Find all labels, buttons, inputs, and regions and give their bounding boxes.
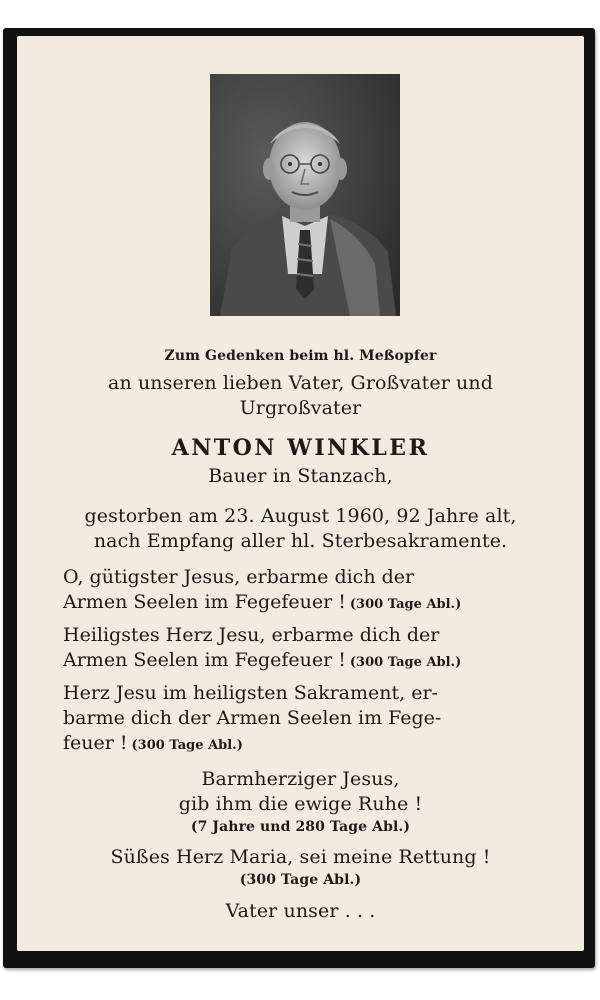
prayer-3-line-1: Herz Jesu im heiligsten Sakrament, er- xyxy=(63,682,438,704)
occupation-text: Bauer in Stanzach, xyxy=(208,465,393,487)
maria-indulgence: (300 Tage Abl.) xyxy=(239,872,362,888)
death-line-2: nach Empfang aller hl. Sterbesakramente. xyxy=(93,530,508,552)
card-body xyxy=(17,36,584,951)
dedication-line-2: Urgroßvater xyxy=(239,397,362,419)
portrait-photo xyxy=(210,74,400,316)
prayer-3-text: feuer ! xyxy=(63,732,128,754)
prayer-1-text: Armen Seelen im Fegefeuer ! xyxy=(63,591,346,613)
prayer-2-text: Armen Seelen im Fegefeuer ! xyxy=(63,649,346,671)
prayer-1-line-1: O, gütigster Jesus, erbarme dich der xyxy=(63,566,415,588)
heading-text: Zum Gedenken beim hl. Meßopfer xyxy=(164,348,437,364)
prayer-2-line-2 xyxy=(63,649,537,671)
deceased-name: ANTON WINKLER xyxy=(171,435,430,461)
prayer-3-line-2: barme dich der Armen Seelen im Fege- xyxy=(63,707,442,729)
dedication-line-1: an unseren lieben Vater, Großvater und xyxy=(108,372,493,394)
mercy-indulgence: (7 Jahre und 280 Tage Abl.) xyxy=(190,819,411,835)
prayer-2-line-1: Heiligstes Herz Jesu, erbarme dich der xyxy=(63,624,440,646)
mercy-line-1: Barmherziger Jesus, xyxy=(201,768,400,790)
maria-line: Süßes Herz Maria, sei meine Rettung ! xyxy=(110,846,491,868)
prayer-1-indulgence: (300 Tage Abl.) xyxy=(349,597,462,612)
prayer-2-indulgence: (300 Tage Abl.) xyxy=(349,655,462,670)
mercy-line-2: gib ihm die ewige Ruhe ! xyxy=(178,793,423,815)
death-line-1: gestorben am 23. August 1960, 92 Jahre alt, xyxy=(84,505,517,527)
memorial-card xyxy=(3,28,595,968)
prayer-1-line-2 xyxy=(63,591,537,613)
closing-text: Vater unser . . . xyxy=(225,900,376,922)
prayer-3-indulgence: (300 Tage Abl.) xyxy=(131,738,243,753)
prayer-3-line-3 xyxy=(63,732,537,754)
